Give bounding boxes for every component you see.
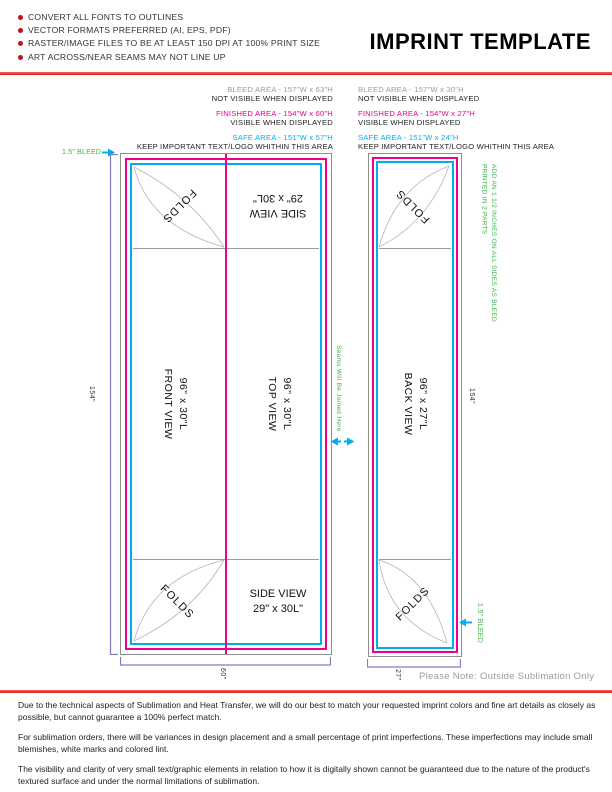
finished-area-sublabel: VISIBLE WHEN DISPLAYED xyxy=(230,118,333,128)
folds-label-top: FOLDS xyxy=(393,186,433,226)
bullet-text: CONVERT ALL FONTS TO OUTLINES xyxy=(28,12,184,22)
left-width-dimension-label: 60" xyxy=(219,668,226,680)
area-labels-left xyxy=(100,85,333,157)
bullet-item xyxy=(18,53,320,62)
bullet-text: RASTER/IMAGE FILES TO BE AT LEAST 150 DPI AT 100% PRINT SIZE xyxy=(28,38,321,49)
bullet-dot-icon xyxy=(18,15,23,20)
printed-note-line2: ADD AN 1 1/2 INCHES ON ALL SIDES AS BLEED xyxy=(490,164,497,323)
finished-area-label: FINISHED AREA - 154"W x 60"H xyxy=(216,109,333,119)
area-labels-right xyxy=(358,85,603,157)
safe-area-label-group xyxy=(100,133,333,152)
right-height-dimension-label: 154" xyxy=(468,388,475,405)
footer-divider-bar xyxy=(0,690,612,693)
please-note-label: Please Note: Outside Sublimation Only xyxy=(419,671,595,682)
left-template-diagram xyxy=(120,153,332,655)
right-width-dimension-line xyxy=(367,659,461,669)
back-view-label xyxy=(400,373,430,436)
bleed-area-label: BLEED AREA - 157"W x 30"H xyxy=(358,85,464,94)
disclaimer-paragraphs xyxy=(18,699,598,792)
bullet-item xyxy=(18,13,320,22)
printed-in-2-parts-note xyxy=(479,164,498,322)
side-view-name: SIDE VIEW xyxy=(249,588,307,600)
bullet-dot-icon xyxy=(18,28,23,33)
front-view-size: 96" x 30"L xyxy=(177,377,189,431)
seam-note: Seams Will Be Joined Here xyxy=(335,345,342,432)
arrow-left-icon xyxy=(459,618,472,627)
side-view-name: SIDE VIEW xyxy=(249,207,307,219)
folds-label-bottom: FOLDS xyxy=(393,584,433,624)
right-template-diagram xyxy=(368,153,462,657)
side-view-size: 29" x 30L" xyxy=(253,192,304,204)
safe-area-sublabel: KEEP IMPORTANT TEXT/LOGO WHITHIN THIS AREA xyxy=(358,142,555,152)
side-view-top-label xyxy=(250,190,307,220)
bleed-area-label-group xyxy=(358,85,603,104)
bleed-area-sublabel: NOT VISIBLE WHEN DISPLAYED xyxy=(211,94,333,104)
safe-area-label: SAFE AREA - 151"W x 24"H xyxy=(358,133,459,143)
bullet-item xyxy=(18,26,320,35)
disclaimer-paragraph: The visibility and clarity of very small text/graphic elements in relation to how it is digitally shown cannot be guaranteed due to the nature of the product's textured surface and under the normal limitations of sublimation. xyxy=(18,764,590,786)
bleed-area-label-group xyxy=(100,85,333,104)
left-width-dimension-line xyxy=(120,657,331,667)
bleed-area-sublabel: NOT VISIBLE WHEN DISPLAYED xyxy=(358,94,480,104)
disclaimer-paragraph: Due to the technical aspects of Sublimation and Heat Transfer, we will do our best to match your requested imprint colors and fine art details as closely as possible, but cannot guarantee a 100% perfect match. xyxy=(18,700,596,722)
left-height-dimension-label: 154" xyxy=(88,386,95,403)
printed-note-line1: PRINTED IN 2 PARTS xyxy=(480,164,488,235)
bleed-area-label: BLEED AREA - 157"W x 63"H xyxy=(227,85,333,94)
top-view-name: TOP VIEW xyxy=(266,376,278,432)
bullet-item xyxy=(18,39,320,48)
header-bullet-list xyxy=(18,13,320,66)
fold-divider-line xyxy=(379,248,451,249)
folds-label-bottom: FOLDS xyxy=(157,582,197,622)
finished-area-label-group xyxy=(100,109,333,128)
back-view-size: 96" x 27"L xyxy=(417,377,429,431)
page-title: IMPRINT TEMPLATE xyxy=(369,29,591,54)
bullet-dot-icon xyxy=(18,41,23,46)
side-view-size: 29" x 30L" xyxy=(252,603,303,615)
bullet-text: ART ACROSS/NEAR SEAMS MAY NOT LINE UP xyxy=(28,51,226,62)
finished-area-sublabel: VISIBLE WHEN DISPLAYED xyxy=(358,118,461,128)
safe-area-label-group xyxy=(358,133,603,152)
left-height-dimension-line xyxy=(105,154,119,655)
right-width-dimension-label: 27" xyxy=(394,669,401,681)
bullet-text: VECTOR FORMATS PREFERRED (AI, EPS, PDF) xyxy=(28,25,231,36)
top-view-label xyxy=(264,377,294,432)
front-view-name: FRONT VIEW xyxy=(162,368,174,440)
seam-arrows-icon xyxy=(330,437,355,446)
side-view-bottom-label xyxy=(250,587,307,617)
front-view-label xyxy=(160,369,190,440)
finished-area-label: FINISHED AREA - 154"W x 27"H xyxy=(358,109,475,119)
folds-label-top: FOLDS xyxy=(159,186,199,226)
finished-area-label-group xyxy=(358,109,603,128)
disclaimer-paragraph: For sublimation orders, there will be variances in design placement and a small percentage of print imperfections. These imperfections may include small blemishes, white marks and colored lint. xyxy=(18,732,593,754)
fold-divider-line xyxy=(379,559,451,560)
safe-area-sublabel: KEEP IMPORTANT TEXT/LOGO WHITHIN THIS AREA xyxy=(136,142,333,152)
safe-area-label: SAFE AREA - 151"W x 57"H xyxy=(232,133,333,143)
top-view-size: 96" x 30"L xyxy=(281,377,293,431)
header-divider-bar xyxy=(0,72,612,75)
right-bleed-label: 1.5" BLEED xyxy=(476,603,483,644)
left-bleed-label: 1.5" BLEED xyxy=(62,149,102,156)
seam-line xyxy=(225,154,227,654)
bullet-dot-icon xyxy=(18,55,23,60)
back-view-name: BACK VIEW xyxy=(402,372,414,436)
